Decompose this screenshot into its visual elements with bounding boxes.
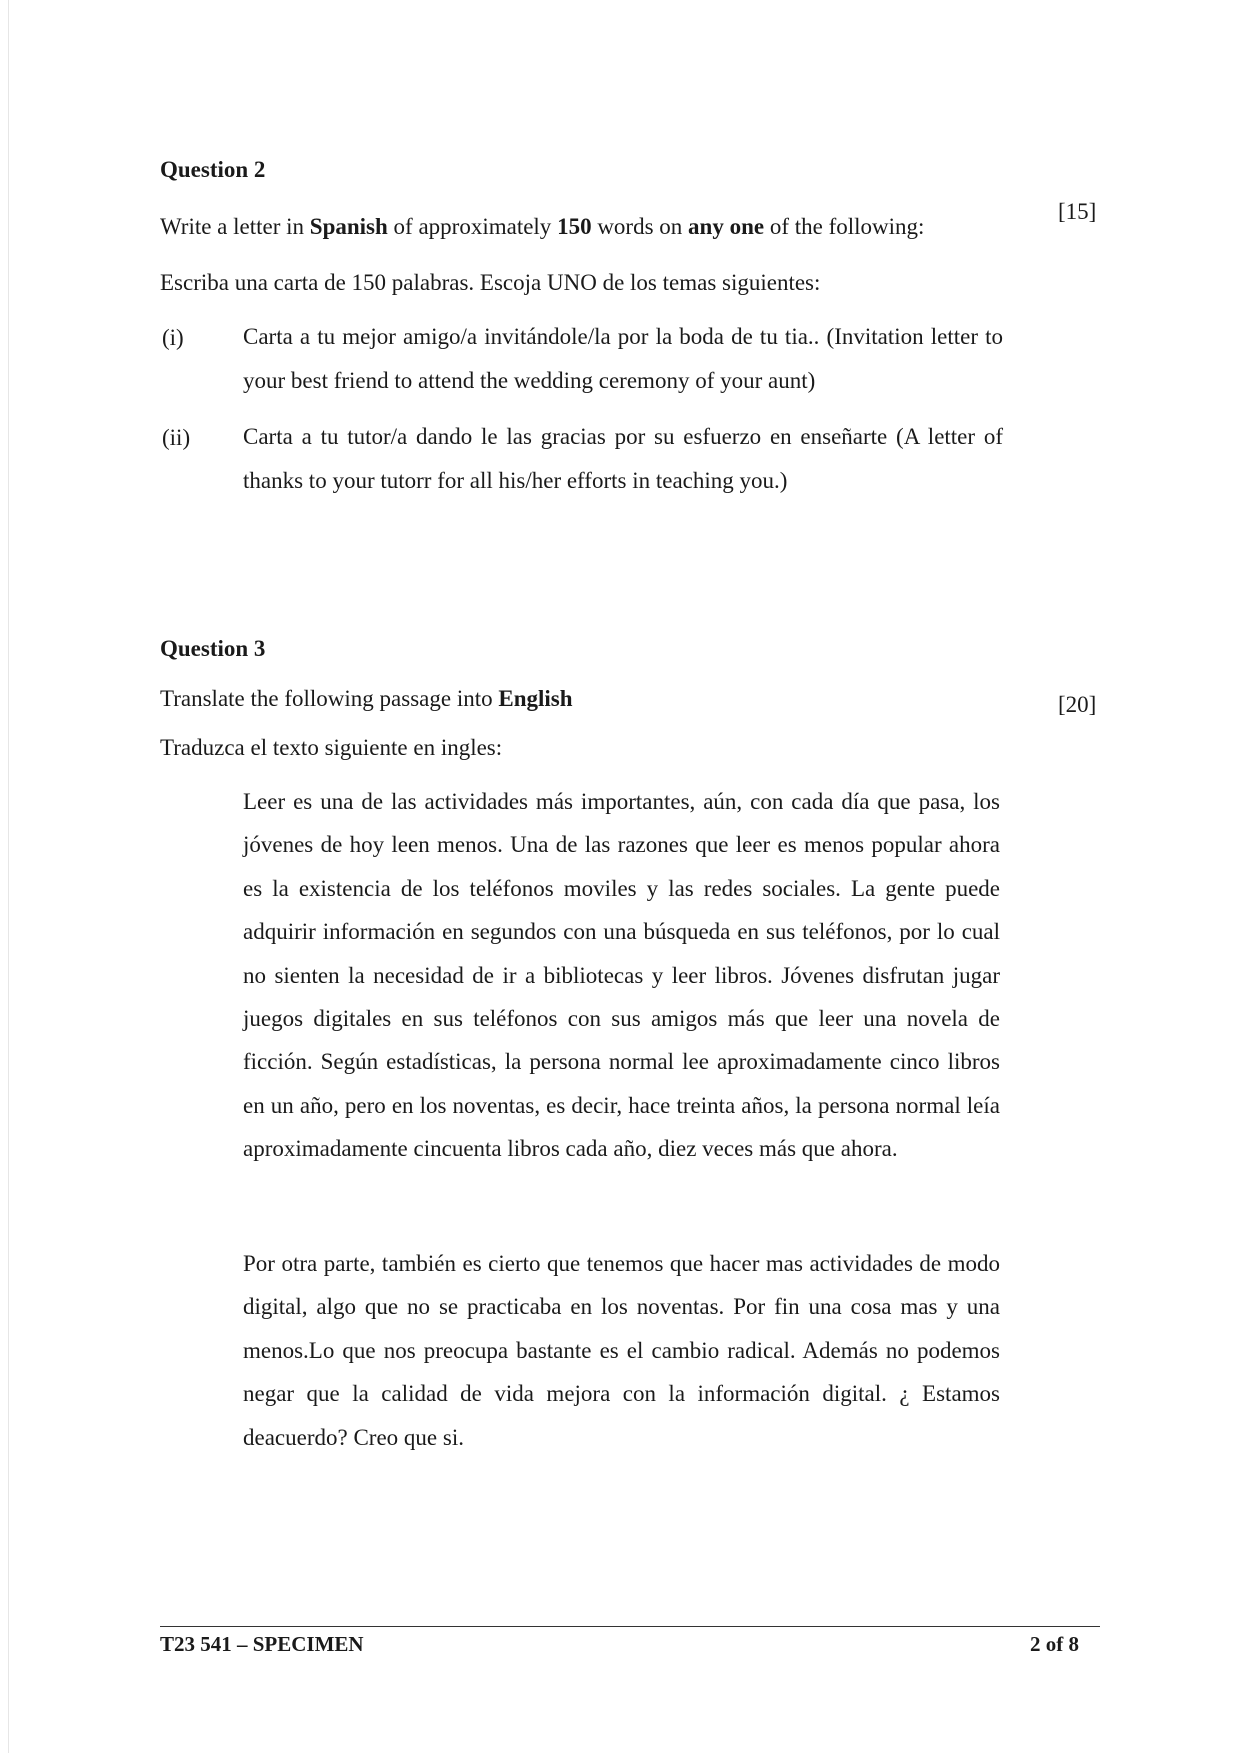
question-2-instruction-es: Escriba una carta de 150 palabras. Escoja UNO de los temas siguientes: [160,270,821,295]
option-number: (i) [162,325,184,350]
instruction-bold: English [498,686,573,711]
footer-divider [160,1626,1100,1627]
question-3-instruction-en [160,686,573,712]
instruction-bold: 150 [557,214,592,239]
question-3-heading: Question 3 [160,636,266,661]
footer-paper-code: T23 541 – SPECIMEN [160,1632,364,1656]
option-text: Carta a tu tutor/a dando le las gracias por su esfuerzo en enseñarte (A letter of thanks to your tutorr for all his/her efforts in teaching you.) [243,424,1003,493]
instruction-text: of the following: [764,214,925,239]
question-2-heading: Question 2 [160,157,266,182]
question-3-instruction-es: Traduzca el texto siguiente en ingles: [160,735,503,760]
question-3-marks: [20] [1058,692,1097,717]
instruction-bold: any one [688,214,765,239]
question-2-instruction-en [160,214,924,240]
passage-paragraph: Leer es una de las actividades más importantes, aún, con cada día que pasa, los jóvenes de hoy leen menos. Una de las razones que leer es menos popular ahora es la existencia de los teléfonos moviles y las redes sociales. La gente puede adquirir información en segundos con una búsqueda en sus teléfonos, por lo cual no sienten la necesidad de ir a bibliotecas y leer libros. Jóvenes disfrutan jugar juegos digitales en sus teléfonos con sus amigos más que leer una novela de ficción. Según estadísticas, la persona normal lee aproximadamente cinco libros en un año, pero en los noventas, es decir, hace treinta años, la persona normal leía aproximadamente cincuenta libros cada año, diez veces más que ahora. [243,789,1000,1162]
footer-page-number: 2 of 8 [1030,1632,1079,1656]
instruction-text: words on [591,214,689,239]
passage-paragraph: Por otra parte, también es cierto que tenemos que hacer mas actividades de modo digital, algo que no se practicaba en los noventas. Por fin una cosa mas y una menos.Lo que nos preocupa bastante es el cambio radical. Además no podemos negar que la calidad de vida mejora con la información digital. ¿ Estamos deacuerdo? Creo que si. [243,1251,1000,1450]
option-number: (ii) [162,425,191,450]
scan-edge-line [8,0,9,1753]
instruction-text: of approximately [387,214,558,239]
question-2-marks: [15] [1058,199,1097,224]
option-text: Carta a tu mejor amigo/a invitándole/la por la boda de tu tia.. (Invitation letter to your best friend to attend the wedding ceremony of your aunt) [243,324,1003,393]
instruction-text: Write a letter in [160,214,310,239]
instruction-text: Translate the following passage into [160,686,499,711]
instruction-bold: Spanish [309,214,388,239]
